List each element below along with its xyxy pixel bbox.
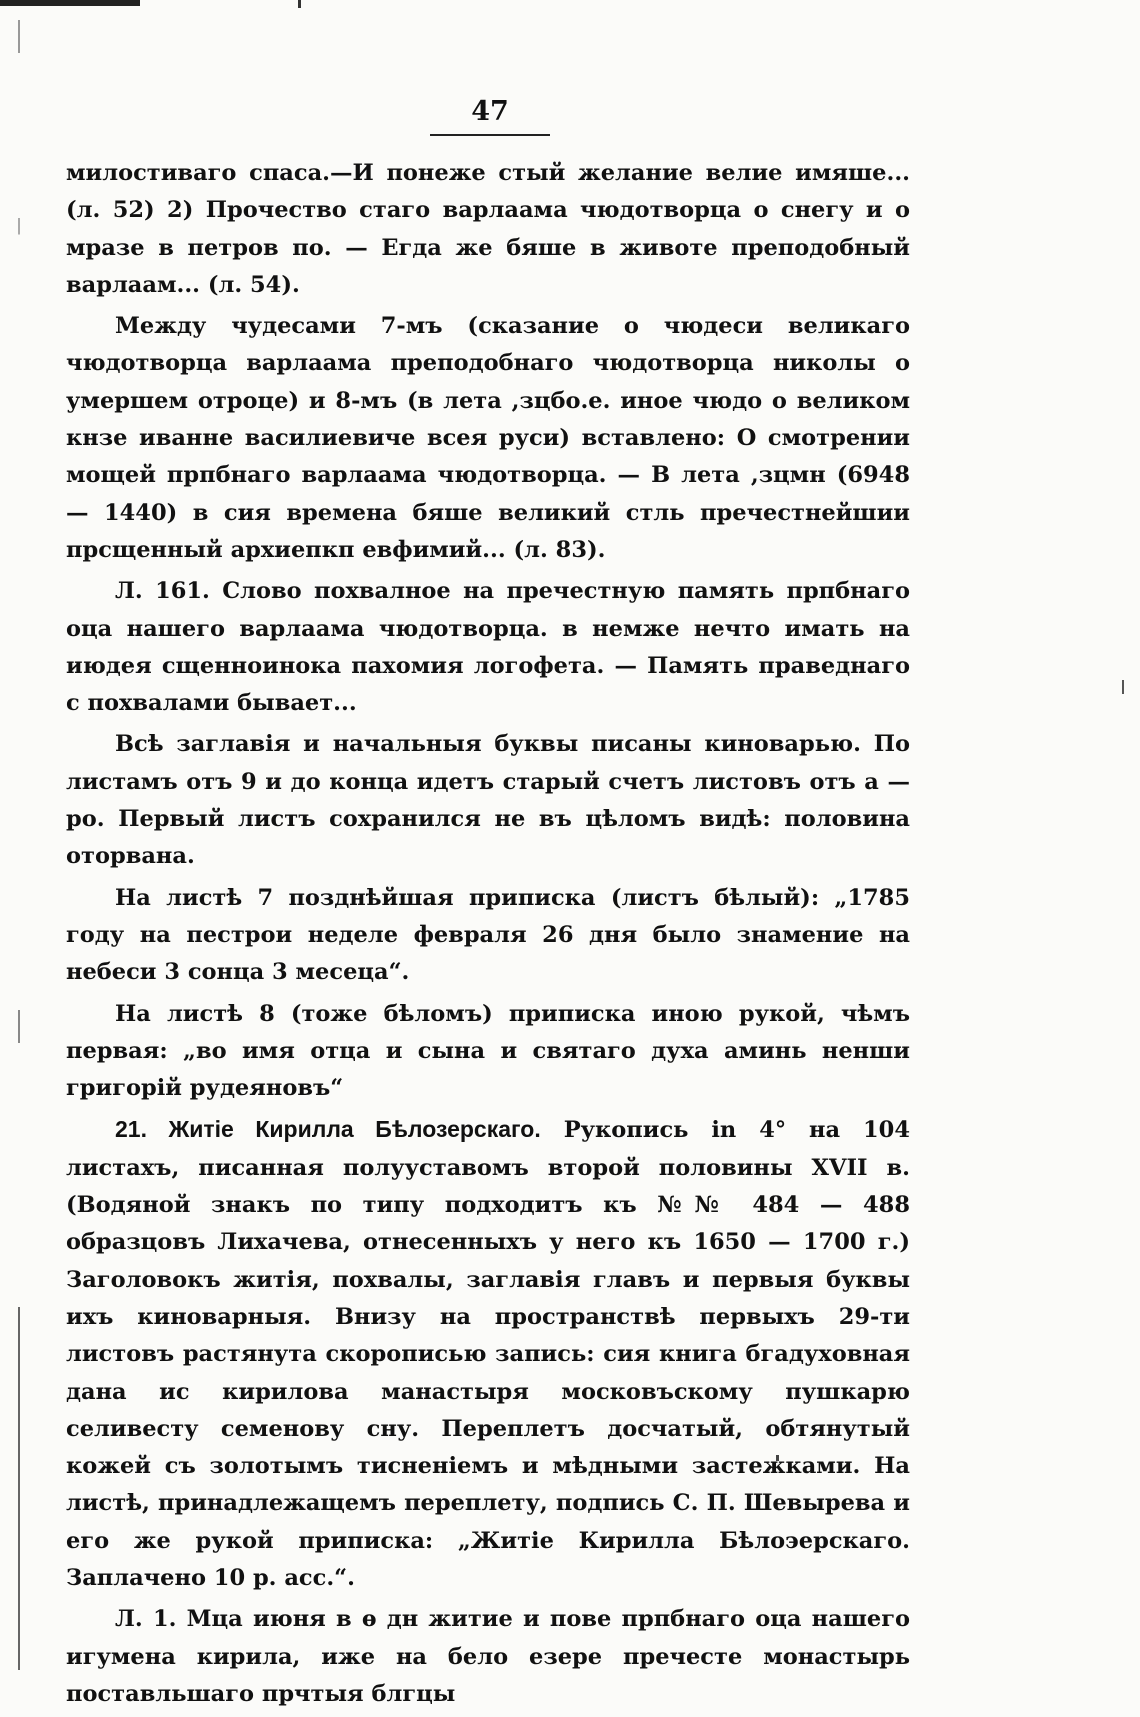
- scan-edge-left: [18, 20, 20, 1670]
- scan-mark-right: [1122, 680, 1124, 694]
- paragraph-rubrics: Всѣ заглавія и начальныя буквы писаны киноварью. По листамъ отъ 9 и до конца идетъ старый счетъ листовъ отъ а — ро. Первый листъ сохранился не въ цѣломъ видѣ: половина оторвана.: [66, 731, 910, 870]
- paragraph-note-folio-8: На листѣ 8 (тоже бѣломъ) приписка иною рукой, чѣмъ первая: „во имя отца и сына и святаго духа аминь ненши григорій рудеяновъ“: [66, 1000, 910, 1102]
- paragraph-folio-1: Л. 1. Мца июня в ѳ дн житие и пове прпбнаго оца нашего игумена кирила, иже на бело езере пречесте монастырь поставльшаго прчтыя блгцы: [66, 1606, 910, 1707]
- page-number: 47: [471, 96, 509, 127]
- entry-heading: 21. Житіе Кирилла Бѣлозерскаго.: [115, 1116, 541, 1143]
- paragraph-note-folio-7: На листѣ 7 позднѣйшая приписка (листъ бѣлый): „1785 году на пестрои неделе февраля 26 дня было знамение на небеси 3 сонца 3 месеца“.: [66, 884, 910, 986]
- scan-edge-top: [0, 0, 140, 6]
- paragraph-folio-161: Л. 161. Слово похвалное на пречестную память прпбнаго оца нашего варлаама чюдотворца. в немже нечто имать на июдея сщенноинока пахомия логофета. — Память праведнаго с похвалами бывает...: [66, 578, 910, 717]
- paragraph-continuation: милостиваго спаса.—И понеже стый желание велие имяше... (л. 52) 2) Прочество стаго варлаама чюдотворца о снегу и о мразе в петров по. — Егда же бяше в животе преподобный варлаам... (л. 54).: [66, 160, 910, 298]
- entry-description: Рукопись in 4° на 104 листахъ, писанная полууставомъ второй половины XVII в. (Водяной знакъ по типу подходитъ къ №№ 484 — 488 образцовъ Лихачева, отнесенныхъ у него къ 1650 — 1700 г.) Заголовокъ житія, похвалы, заглавія главъ и первыя буквы ихъ киноварныя. Внизу на пространствѣ первыхъ 29-ти листовъ растянута скорописью запись: сия книга бгадуховная дана ис кирилова манастыря московъскому пушкарю селивесту семенову сну. Переплетъ досчатый, обтянутый кожей съ золотымъ тисненіемъ и мѣдными застежками. На листѣ, принадлежащемъ переплету, подпись С. П. Шевырева и его же рукой приписка: „Житіе Кирилла Бѣлоэерскаго. Заплачено 10 р. асс.“.: [66, 1117, 910, 1591]
- scan-mark-top: [298, 0, 301, 8]
- page-text: [66, 155, 910, 1717]
- entry-21: [66, 1111, 910, 1597]
- paragraph-miracles: Между чудесами 7-мъ (сказание о чюдеси великаго чюдотворца варлаама преподобнаго чюдотворца николы о умершем отроце) и 8-мъ (в лета ,зцбо.е. иное чюдо о великом кнзе иванне василиевиче всея руси) вставлено: О смотрении мощей прпбнаго варлаама чюдотворца. — В лета ,зцмн (6948 — 1440) в сия времена бяше великий стль пречестнейшии прсщенный архиепкп евфимий... (л. 83).: [66, 313, 910, 563]
- page-number-rule: [430, 134, 550, 136]
